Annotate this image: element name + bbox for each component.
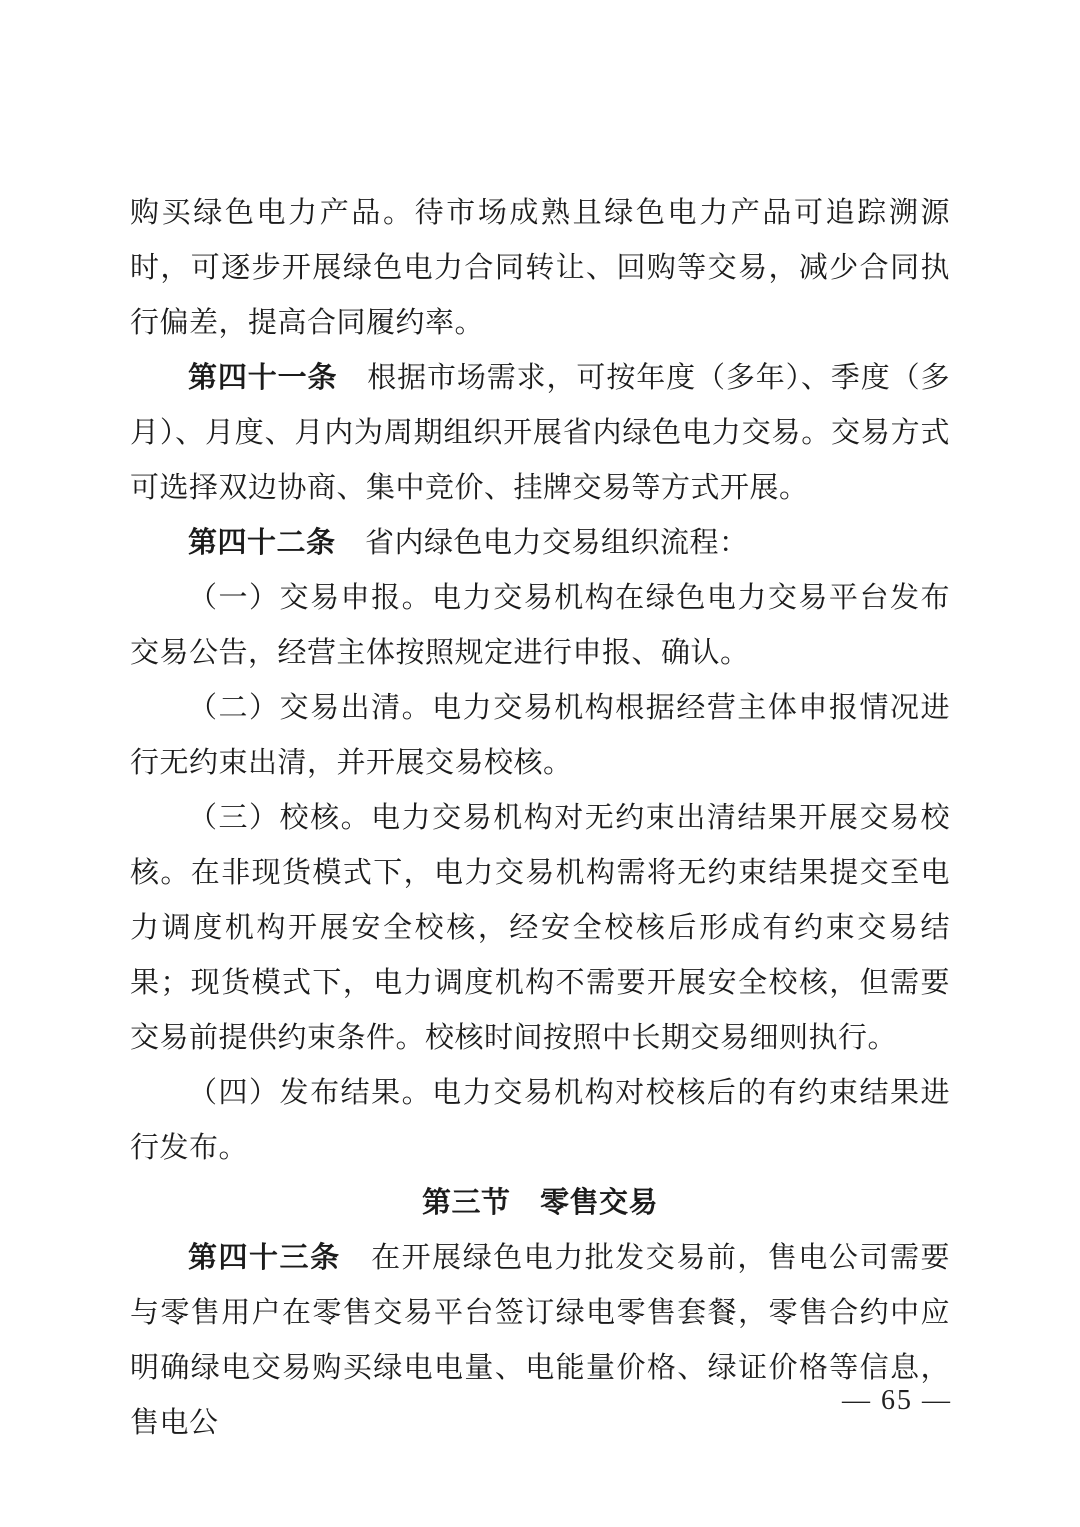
paragraph <box>130 186 950 351</box>
section-heading <box>130 1176 950 1231</box>
page-number: — 65 — <box>842 1385 952 1416</box>
paragraph-text: 根据市场需求，可按年度（多年）、季度（多月）、月度、月内为周期组织开展省内绿色电力交易。交易方式可选择双边协商、集中竞价、挂牌交易等方式开展。 <box>130 362 950 504</box>
article-number-label: 第四十三条 <box>188 1242 341 1274</box>
paragraph-text: 购买绿色电力产品。待市场成熟且绿色电力产品可追踪溯源时，可逐步开展绿色电力合同转让、回购等交易，减少合同执行偏差，提高合同履约率。 <box>130 197 950 339</box>
paragraph <box>130 791 950 1066</box>
paragraph-text: （四）发布结果。电力交易机构对校核后的有约束结果进行发布。 <box>130 1077 950 1164</box>
paragraph <box>130 1231 950 1451</box>
paragraph <box>130 681 950 791</box>
paragraph-text: 省内绿色电力交易组织流程： <box>335 527 749 559</box>
article-number-label: 第四十二条 <box>188 527 336 559</box>
paragraph <box>130 1066 950 1176</box>
paragraph-text: （二）交易出清。电力交易机构根据经营主体申报情况进行无约束出清，并开展交易校核。 <box>130 692 950 779</box>
document-text-block <box>130 186 950 1451</box>
article-number-label: 第三节 零售交易 <box>421 1187 658 1219</box>
paragraph <box>130 351 950 516</box>
paragraph <box>130 571 950 681</box>
paragraph <box>130 516 950 571</box>
paragraph-text: 在开展绿色电力批发交易前，售电公司需要与零售用户在零售交易平台签订绿电零售套餐，零售合约中应明确绿电交易购买绿电电量、电能量价格、绿证价格等信息，售电公 <box>130 1242 950 1439</box>
paragraph-text: （一）交易申报。电力交易机构在绿色电力交易平台发布交易公告，经营主体按照规定进行申报、确认。 <box>130 582 950 669</box>
article-number-label: 第四十一条 <box>188 362 338 394</box>
paragraph-text: （三）校核。电力交易机构对无约束出清结果开展交易校核。在非现货模式下，电力交易机构需将无约束结果提交至电力调度机构开展安全校核，经安全校核后形成有约束交易结果；现货模式下，电力调度机构不需要开展安全校核，但需要交易前提供约束条件。校核时间按照中长期交易细则执行。 <box>130 802 950 1054</box>
